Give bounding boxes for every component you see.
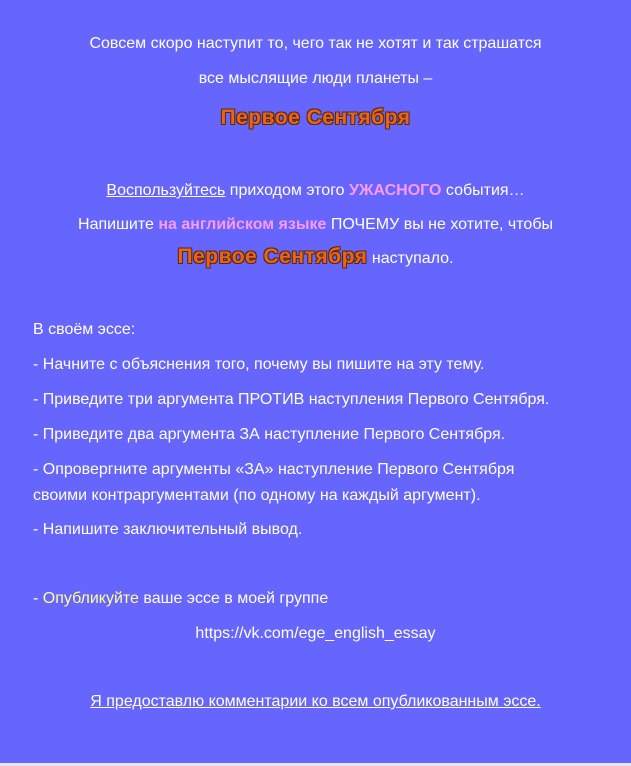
essay-item: своими контраргументами (по одному на каждый аргумент). xyxy=(33,487,481,504)
intro-line-2: все мыслящие люди планеты – xyxy=(198,70,433,87)
essay-heading: В своём эссе: xyxy=(33,321,136,338)
call-line-2-start: Напишите xyxy=(78,216,159,233)
call-line-1-mid: приходом этого xyxy=(225,182,350,199)
footer-note-text: Я предоставлю комментарии ко всем опубликованным эссе. xyxy=(90,693,541,710)
intro-line-1: Совсем скоро наступит то, чего так не хотят и так страшатся xyxy=(89,35,542,52)
essay-item: - Приведите три аргумента ПРОТИВ наступления Первого Сентября. xyxy=(33,391,550,408)
essay-item: - Опровергните аргументы «ЗА» наступление Первого Сентября xyxy=(33,461,515,478)
terrible-highlight: УЖАСНОГО xyxy=(349,182,442,199)
call-line-1-end: события… xyxy=(441,182,525,199)
essay-item: - Приведите два аргумента ЗА наступление Первого Сентября. xyxy=(33,426,506,443)
publish-prefix: - xyxy=(33,590,43,607)
call-line-2-end: ПОЧЕМУ вы не хотите, чтобы xyxy=(326,216,553,233)
title-first-september: Первое Сентября xyxy=(220,106,411,129)
english-language-highlight: на английском языке xyxy=(158,216,327,233)
call-line-1 xyxy=(0,181,631,201)
title-first-september-inline: Первое Сентября xyxy=(177,245,368,268)
footer-note xyxy=(0,692,631,712)
publish-rest: ваше эссе в моей группе xyxy=(138,590,329,607)
call-line-3-end: наступало. xyxy=(367,250,454,267)
essay-item: - Напишите заключительный вывод. xyxy=(33,521,303,538)
call-line-3 xyxy=(0,243,631,273)
use-opportunity-text: Воспользуйтесь xyxy=(106,182,226,199)
call-line-2 xyxy=(0,215,631,235)
publish-highlight: Опубликуйте xyxy=(42,590,139,607)
essay-item: - Начните с объяснения того, почему вы пишите на эту тему. xyxy=(33,356,485,373)
group-link[interactable]: https://vk.com/ege_english_essay xyxy=(195,625,436,642)
publish-line xyxy=(33,589,328,609)
intro-title-row xyxy=(0,105,631,133)
